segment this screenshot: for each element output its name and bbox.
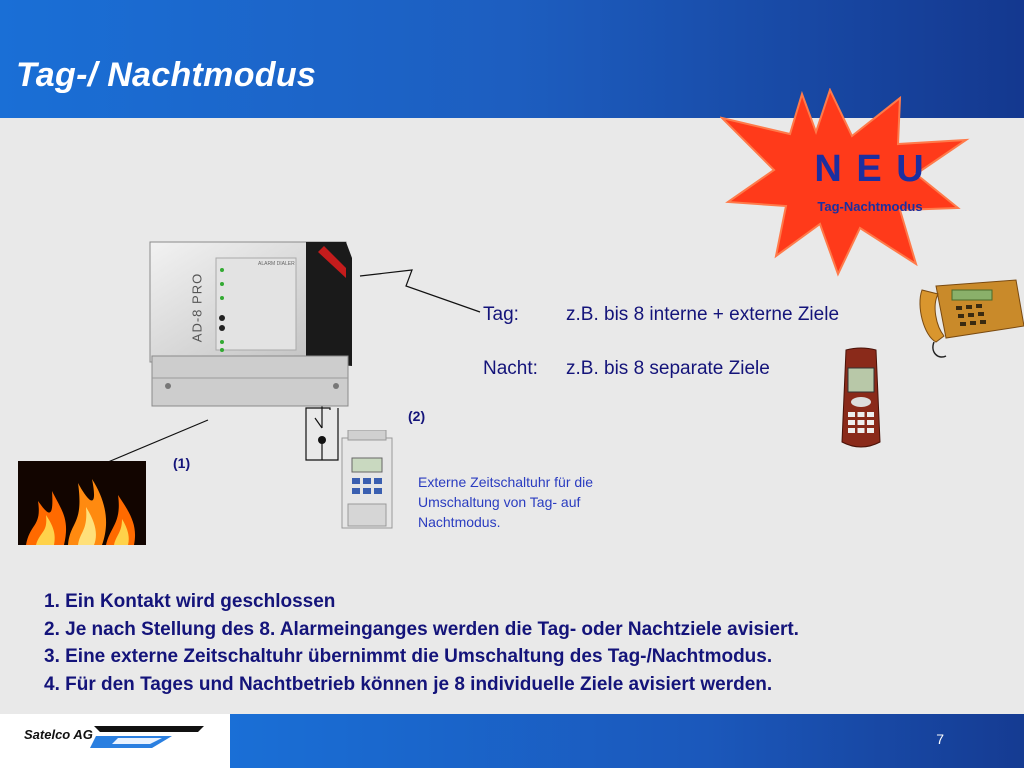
footer-bar bbox=[230, 714, 1024, 768]
device-model-label: AD-8 PRO bbox=[189, 272, 205, 343]
mobile-phone-image bbox=[838, 346, 884, 452]
steps-list bbox=[44, 588, 799, 698]
desk-phone-image bbox=[916, 276, 1024, 362]
alarm-dialer-device bbox=[146, 238, 358, 410]
nacht-label: Nacht: bbox=[483, 358, 538, 379]
tag-targets-text: z.B. bis 8 interne + externe Ziele bbox=[566, 304, 840, 325]
neu-sublabel: Tag-Nachtmodus bbox=[817, 199, 923, 214]
slide-title: Tag-/ Nachtmodus bbox=[16, 56, 317, 94]
timer-switch-image bbox=[340, 430, 396, 530]
fire-image bbox=[18, 461, 146, 545]
timer-caption: Externe Zeitschaltuhr für die Umschaltung von Tag- auf Nachtmodus. bbox=[418, 474, 594, 530]
logo-text: Satelco AG bbox=[24, 727, 93, 742]
marker-one: (1) bbox=[173, 455, 191, 471]
neu-label: N E U bbox=[814, 148, 926, 190]
list-item: 1. Ein Kontakt wird geschlossen bbox=[44, 591, 336, 612]
nacht-targets-text: z.B. bis 8 separate Ziele bbox=[566, 358, 770, 379]
marker-two: (2) bbox=[408, 408, 426, 424]
list-item: 2. Je nach Stellung des 8. Alarmeinganges werden die Tag- oder Nachtziele avisiert. bbox=[44, 618, 799, 640]
satelco-logo bbox=[22, 720, 212, 750]
tag-label: Tag: bbox=[483, 304, 519, 325]
page-number: 7 bbox=[936, 731, 944, 747]
list-item: 3. Eine externe Zeitschaltuhr übernimmt die Umschaltung des Tag-/Nachtmodus. bbox=[44, 646, 773, 667]
device-panel-title: ALARM DIALER bbox=[258, 261, 295, 267]
list-item: 4. Für den Tages und Nachtbetrieb können je 8 individuelle Ziele avisiert werden. bbox=[44, 673, 773, 695]
